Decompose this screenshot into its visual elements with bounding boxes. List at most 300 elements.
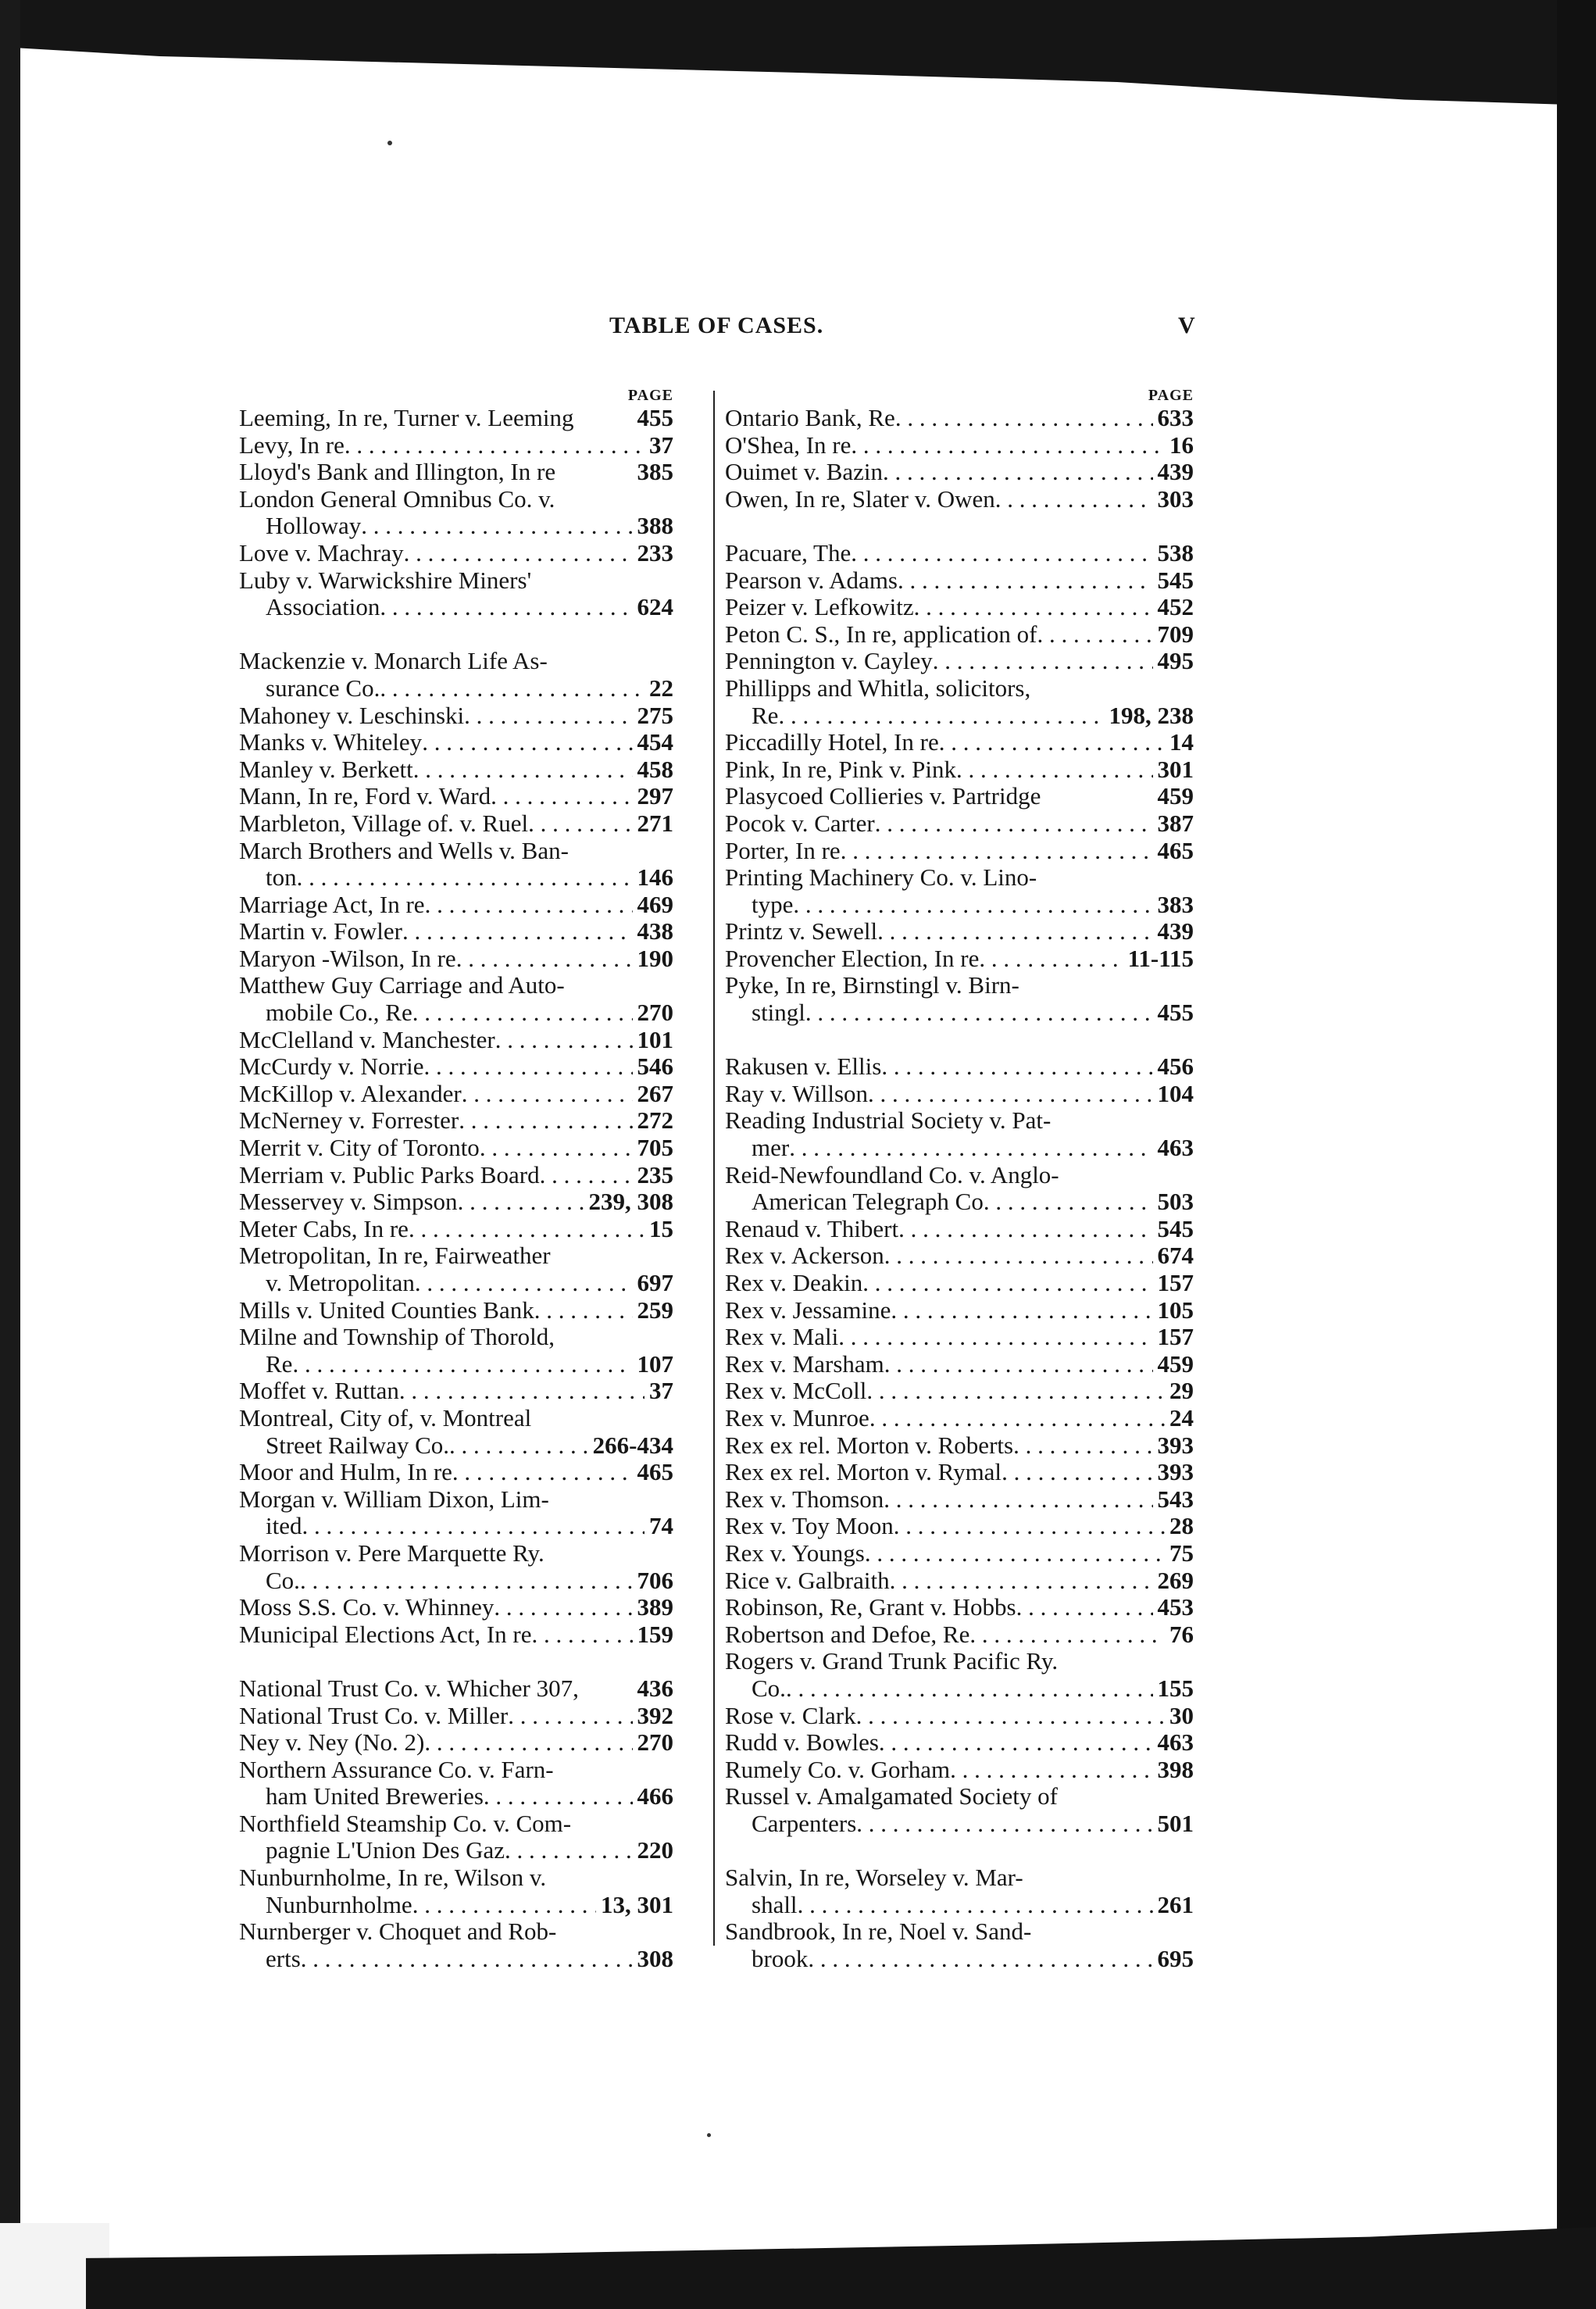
dot-leader [895, 405, 1153, 432]
case-name: Marbleton, Village of. v. Ruel [239, 809, 529, 837]
dot-leader [851, 540, 1152, 567]
case-name: ham United Breweries [266, 1782, 484, 1810]
case-entry [725, 594, 1194, 621]
case-page-number [669, 1242, 673, 1270]
case-name: Holloway [266, 512, 362, 540]
case-entry [725, 1567, 1194, 1595]
dot-leader [838, 1324, 1152, 1351]
case-name: Renaud v. Thibert [725, 1214, 899, 1242]
case-page-number: 13, 301 [601, 1890, 673, 1918]
case-name: Rex v. Mali [725, 1323, 839, 1351]
case-name: Pearson v. Adams [725, 566, 898, 594]
case-name: Ney v. Ney (No. 2) [239, 1728, 425, 1757]
dot-leader [995, 486, 1153, 513]
dot-leader [933, 648, 1153, 675]
dot-leader [862, 1270, 1152, 1297]
case-entry [239, 1081, 673, 1108]
section-gap [239, 621, 673, 649]
case-entry [725, 1621, 1194, 1649]
case-entry [239, 432, 673, 459]
case-entry [239, 972, 673, 999]
case-name: Manley v. Berkett [239, 755, 413, 783]
case-name: Lloyd's Bank and Illington, In re [239, 458, 556, 486]
dot-leader [425, 892, 633, 919]
case-page-number: 235 [637, 1160, 673, 1188]
case-page-number: 157 [1157, 1269, 1194, 1296]
case-page-number: 22 [649, 674, 673, 702]
dot-leader [412, 1892, 596, 1919]
case-name: v. Metropolitan [266, 1269, 415, 1296]
case-entry [239, 675, 673, 702]
dot-leader [1013, 1432, 1152, 1460]
dot-leader [484, 1783, 633, 1810]
case-name: Rex v. Deakin [725, 1269, 863, 1296]
dot-leader [1016, 1594, 1153, 1621]
case-page-number: 190 [637, 944, 673, 972]
dot-leader [413, 756, 633, 784]
case-name: Peton C. S., In re, application of [725, 620, 1037, 648]
page-column-label: PAGE [627, 387, 673, 404]
case-page-number: 388 [637, 512, 673, 540]
case-entry [725, 1540, 1194, 1567]
case-name: Pacuare, The [725, 538, 852, 567]
dot-leader [979, 945, 1123, 973]
case-page-number [669, 1864, 673, 1892]
case-name: Rose v. Clark [725, 1701, 856, 1729]
dot-leader [778, 702, 1104, 730]
case-entry [725, 1757, 1194, 1784]
case-page-number: 37 [649, 431, 673, 459]
case-page-number: 272 [637, 1106, 673, 1135]
right-column [725, 386, 1194, 1972]
case-page-number: 157 [1157, 1323, 1194, 1351]
case-page-number [669, 1324, 673, 1351]
case-name: Merrit v. City of Toronto [239, 1134, 480, 1162]
case-entry [725, 567, 1194, 595]
case-page-number: 198, 238 [1109, 701, 1194, 729]
dot-leader [449, 1432, 588, 1460]
case-entry [725, 838, 1194, 865]
case-entry [239, 1946, 673, 1973]
dot-leader [881, 1053, 1152, 1081]
case-entry [239, 1459, 673, 1486]
dot-leader [883, 459, 1152, 486]
case-page-number [669, 1918, 673, 1946]
case-name: Pyke, In re, Birnstingl v. Birn- [725, 971, 1019, 999]
case-entry [725, 1459, 1194, 1486]
case-entry [725, 432, 1194, 459]
case-name: Rex v. Marsham [725, 1349, 884, 1378]
case-page-number: 104 [1157, 1079, 1194, 1107]
case-page-number: 465 [637, 1458, 673, 1486]
case-page-number: 456 [1157, 1053, 1194, 1081]
case-name: Plasycoed Collieries v. Partridge [725, 782, 1041, 810]
case-entry [239, 1729, 673, 1757]
case-entry [725, 675, 1194, 702]
dot-leader [404, 540, 633, 567]
case-name: Nurnberger v. Choquet and Rob- [239, 1918, 557, 1946]
case-page-number: 159 [637, 1620, 673, 1648]
case-entry [725, 1594, 1194, 1621]
case-page-number: 220 [637, 1836, 673, 1864]
case-page-number: 439 [1157, 458, 1194, 486]
case-entry [239, 405, 673, 432]
case-page-number [1189, 1864, 1194, 1892]
case-entry [725, 1351, 1194, 1378]
case-name: Rakusen v. Ellis [725, 1053, 882, 1081]
scan-border-top [0, 0, 1596, 117]
dot-leader [508, 1703, 632, 1730]
dot-leader [841, 838, 1153, 865]
case-name: Northern Assurance Co. v. Farn- [239, 1755, 554, 1783]
case-page-number: 501 [1157, 1809, 1194, 1837]
case-entry [239, 1864, 673, 1892]
case-page-number: 385 [637, 458, 673, 486]
case-entry [725, 1783, 1194, 1810]
case-name: Love v. Machray [239, 538, 404, 567]
case-name: Milne and Township of Thorold, [239, 1323, 555, 1351]
dot-leader [789, 1135, 1152, 1162]
case-name: Pennington v. Cayley [725, 647, 933, 675]
case-name: McCurdy v. Norrie [239, 1053, 424, 1081]
case-entry [239, 1162, 673, 1189]
case-entry [239, 1053, 673, 1081]
case-page-number: 545 [1157, 1214, 1194, 1242]
case-entry [725, 648, 1194, 675]
case-name: Rex v. Jessamine [725, 1296, 891, 1324]
case-page-number: 538 [1157, 538, 1194, 567]
dot-leader [458, 1188, 584, 1216]
case-page-number [669, 567, 673, 595]
dot-leader [302, 1513, 645, 1540]
case-page-number: 270 [637, 1728, 673, 1757]
dot-leader [898, 1216, 1152, 1243]
case-page-number: 75 [1169, 1539, 1194, 1567]
case-name: stingl [752, 999, 805, 1027]
case-name: Reid-Newfoundland Co. v. Anglo- [725, 1160, 1059, 1188]
case-name: Rumely Co. v. Gorham [725, 1755, 951, 1783]
case-entry [725, 1729, 1194, 1757]
case-name: Manks v. Whiteley [239, 728, 423, 756]
case-page-number: 387 [1157, 809, 1194, 837]
dot-leader [894, 1513, 1165, 1540]
case-page-number: 624 [637, 593, 673, 621]
case-page-number: 465 [1157, 836, 1194, 864]
case-entry [239, 783, 673, 810]
dot-leader [424, 1729, 632, 1757]
dot-leader [345, 432, 644, 459]
dot-leader [399, 1378, 644, 1405]
case-name: Robertson and Defoe, Re [725, 1620, 970, 1648]
case-page-number: 458 [637, 755, 673, 783]
case-name: Municipal Elections Act, In re [239, 1620, 532, 1648]
case-entry [239, 1107, 673, 1135]
case-name: type [752, 890, 794, 918]
case-name: Moffet v. Ruttan [239, 1377, 399, 1405]
case-entry [239, 459, 673, 486]
case-entry [725, 1107, 1194, 1135]
case-name: March Brothers and Wells v. Ban- [239, 836, 569, 864]
dot-leader [939, 729, 1165, 756]
dot-leader [868, 1081, 1152, 1108]
left-column [239, 386, 673, 1972]
dot-leader [415, 1270, 633, 1297]
case-name: Piccadilly Hotel, In re [725, 728, 939, 756]
case-page-number: 101 [637, 1025, 673, 1053]
case-entry [725, 1162, 1194, 1189]
dot-leader [495, 1027, 633, 1054]
case-name: Robinson, Re, Grant v. Hobbs [725, 1593, 1016, 1621]
case-entry [239, 838, 673, 865]
case-entry [725, 1513, 1194, 1540]
case-entry [239, 540, 673, 567]
case-page-number [669, 486, 673, 513]
case-page-number: 15 [649, 1214, 673, 1242]
case-entry [725, 810, 1194, 838]
case-entry [725, 1242, 1194, 1270]
case-page-number: 674 [1157, 1242, 1194, 1270]
case-entry [239, 567, 673, 595]
dot-leader [534, 1297, 633, 1324]
dot-leader [380, 675, 644, 702]
dot-leader [884, 1242, 1153, 1270]
case-name: surance Co. [266, 674, 380, 702]
dot-leader [808, 1946, 1152, 1973]
dot-leader [869, 1405, 1165, 1432]
case-page-number [1189, 1107, 1194, 1135]
case-entry [725, 1918, 1194, 1946]
case-name: Mackenzie v. Monarch Life As- [239, 647, 548, 675]
case-entry [725, 1324, 1194, 1351]
scan-speck [387, 141, 392, 145]
dot-leader [297, 864, 633, 892]
case-entry [239, 1324, 673, 1351]
case-name: Printz v. Sewell [725, 917, 878, 945]
case-page-number: 16 [1169, 431, 1194, 459]
case-page-number: 261 [1157, 1890, 1194, 1918]
case-entry [725, 1053, 1194, 1081]
case-name: Meter Cabs, In re [239, 1214, 409, 1242]
case-name: Moor and Hulm, In re [239, 1458, 452, 1486]
case-page-number [669, 1757, 673, 1784]
case-entry [239, 1242, 673, 1270]
case-entry [725, 1703, 1194, 1730]
case-name: Rex v. McColl [725, 1377, 867, 1405]
dot-leader [898, 567, 1153, 595]
page-column-label: PAGE [1148, 387, 1194, 404]
case-page-number: 706 [637, 1566, 673, 1594]
case-page-number: 459 [1157, 782, 1194, 810]
case-page-number: 452 [1157, 593, 1194, 621]
case-page-number: 453 [1157, 1593, 1194, 1621]
case-page-number: 267 [637, 1079, 673, 1107]
case-page-number [669, 1486, 673, 1514]
case-name: Rex v. Ackerson [725, 1242, 884, 1270]
case-name: ited [266, 1512, 302, 1540]
dot-leader [462, 1081, 633, 1108]
case-page-number: 383 [1157, 890, 1194, 918]
case-name: Salvin, In re, Worseley v. Mar- [725, 1864, 1023, 1892]
case-page-number: 105 [1157, 1296, 1194, 1324]
case-name: Ray v. Willson [725, 1079, 869, 1107]
dot-leader [786, 1675, 1153, 1703]
case-name: Messervey v. Simpson [239, 1188, 458, 1216]
case-name: Reading Industrial Society v. Pat- [725, 1106, 1052, 1135]
case-name: Rex v. Youngs [725, 1539, 865, 1567]
dot-leader [884, 1486, 1152, 1514]
case-entry [239, 810, 673, 838]
case-page-number: 392 [637, 1701, 673, 1729]
case-name: brook [752, 1944, 809, 1972]
case-entry [725, 1297, 1194, 1324]
scan-border-bottom [86, 2227, 1596, 2309]
case-name: Maryon -Wilson, In re [239, 944, 456, 972]
page-number: V [1178, 313, 1195, 338]
case-page-number: 436 [637, 1674, 673, 1702]
case-entry [725, 540, 1194, 567]
dot-leader [528, 810, 632, 838]
case-entry [239, 1297, 673, 1324]
dot-leader [491, 783, 632, 810]
dot-leader [865, 1540, 1165, 1567]
case-entry [725, 729, 1194, 756]
case-name: Pink, In re, Pink v. Pink [725, 755, 956, 783]
dot-leader [798, 1892, 1153, 1919]
case-entry [239, 1513, 673, 1540]
case-name: mer [752, 1134, 790, 1162]
case-page-number: 469 [637, 890, 673, 918]
dot-leader [540, 1162, 633, 1189]
case-entry [239, 1270, 673, 1297]
case-page-number [1189, 864, 1194, 892]
case-name: Rex ex rel. Morton v. Roberts [725, 1431, 1014, 1459]
case-entry [725, 1648, 1194, 1675]
case-page-number: 633 [1157, 404, 1194, 431]
case-name: O'Shea, In re [725, 431, 852, 459]
case-name: Association [266, 593, 380, 621]
case-entry [725, 999, 1194, 1027]
case-page-number: 455 [1157, 999, 1194, 1027]
dot-leader [875, 810, 1153, 838]
case-entry [239, 729, 673, 756]
case-entry [725, 1486, 1194, 1514]
case-entry [725, 1946, 1194, 1973]
case-name: Rogers v. Grand Trunk Pacific Ry. [725, 1647, 1059, 1675]
case-name: erts [266, 1944, 301, 1972]
case-page-number: 259 [637, 1296, 673, 1324]
case-page-number: 543 [1157, 1485, 1194, 1513]
case-name: Matthew Guy Carriage and Auto- [239, 971, 565, 999]
case-name: Ontario Bank, Re [725, 404, 895, 431]
case-page-number: 389 [637, 1593, 673, 1621]
case-entry [725, 972, 1194, 999]
case-page-number [669, 648, 673, 675]
case-name: Rex v. Toy Moon [725, 1512, 894, 1540]
case-page-number: 107 [637, 1349, 673, 1378]
case-page-number: 466 [637, 1782, 673, 1810]
case-entry [239, 594, 673, 621]
page-title: TABLE OF CASES. [609, 313, 824, 338]
case-page-number: 275 [637, 701, 673, 729]
dot-leader [1037, 621, 1153, 649]
case-entry [725, 621, 1194, 649]
dot-leader [877, 918, 1152, 945]
case-name: Nunburnholme [266, 1890, 412, 1918]
case-name: Metropolitan, In re, Fairweather [239, 1242, 551, 1270]
case-entry [725, 918, 1194, 945]
case-page-number: 463 [1157, 1728, 1194, 1757]
case-entry [239, 756, 673, 784]
case-page-number: 705 [637, 1134, 673, 1162]
case-page-number: 28 [1169, 1512, 1194, 1540]
case-entry [239, 702, 673, 730]
case-entry [239, 1540, 673, 1567]
case-entry [239, 1486, 673, 1514]
dot-leader [452, 1459, 633, 1486]
case-entry [725, 702, 1194, 730]
case-entry [239, 648, 673, 675]
case-page-number: 239, 308 [588, 1188, 673, 1216]
case-page-number [669, 1540, 673, 1567]
case-page-number: 697 [637, 1269, 673, 1296]
case-name: Moss S.S. Co. v. Whinney [239, 1593, 495, 1621]
case-entry [239, 1351, 673, 1378]
case-page-number: 308 [637, 1944, 673, 1972]
case-name: Nunburnholme, In re, Wilson v. [239, 1864, 547, 1892]
case-page-number: 14 [1169, 728, 1194, 756]
case-name: Montreal, City of, v. Montreal [239, 1403, 532, 1432]
case-page-number [1189, 1783, 1194, 1810]
case-page-number: 11-115 [1127, 944, 1194, 972]
case-name: Ouimet v. Bazin [725, 458, 884, 486]
dot-leader [459, 1107, 632, 1135]
section-gap [725, 1027, 1194, 1054]
case-entry [239, 1837, 673, 1864]
case-name: Merriam v. Public Parks Board [239, 1160, 540, 1188]
case-entry [725, 486, 1194, 513]
dot-leader [856, 1703, 1165, 1730]
case-entry [725, 1675, 1194, 1703]
case-name: Morrison v. Pere Marquette Ry. [239, 1539, 544, 1567]
dot-leader [505, 1837, 632, 1864]
case-entry [239, 945, 673, 973]
dot-leader [531, 1621, 632, 1649]
case-entry [725, 1892, 1194, 1919]
case-entry [239, 1432, 673, 1460]
case-entry [239, 1216, 673, 1243]
case-page-number [669, 1405, 673, 1432]
dot-leader [956, 756, 1153, 784]
case-name: Re [752, 701, 779, 729]
case-entry [725, 1432, 1194, 1460]
case-name: McClelland v. Manchester [239, 1025, 495, 1053]
case-page-number: 37 [649, 1377, 673, 1405]
case-page-number: 545 [1157, 566, 1194, 594]
dot-leader [984, 1188, 1153, 1216]
dot-leader [914, 594, 1153, 621]
dot-leader [480, 1135, 633, 1162]
case-entry [239, 486, 673, 513]
dot-leader [969, 1621, 1165, 1649]
case-page-number: 155 [1157, 1674, 1194, 1702]
case-name: Marriage Act, In re [239, 890, 425, 918]
case-entry [725, 1270, 1194, 1297]
case-name: Carpenters [752, 1809, 857, 1837]
case-entry [725, 1864, 1194, 1892]
case-name: Northfield Steamship Co. v. Com- [239, 1809, 572, 1837]
case-name: Leeming, In re, Turner v. Leeming [239, 404, 574, 431]
case-name: Phillipps and Whitla, solicitors, [725, 674, 1031, 702]
